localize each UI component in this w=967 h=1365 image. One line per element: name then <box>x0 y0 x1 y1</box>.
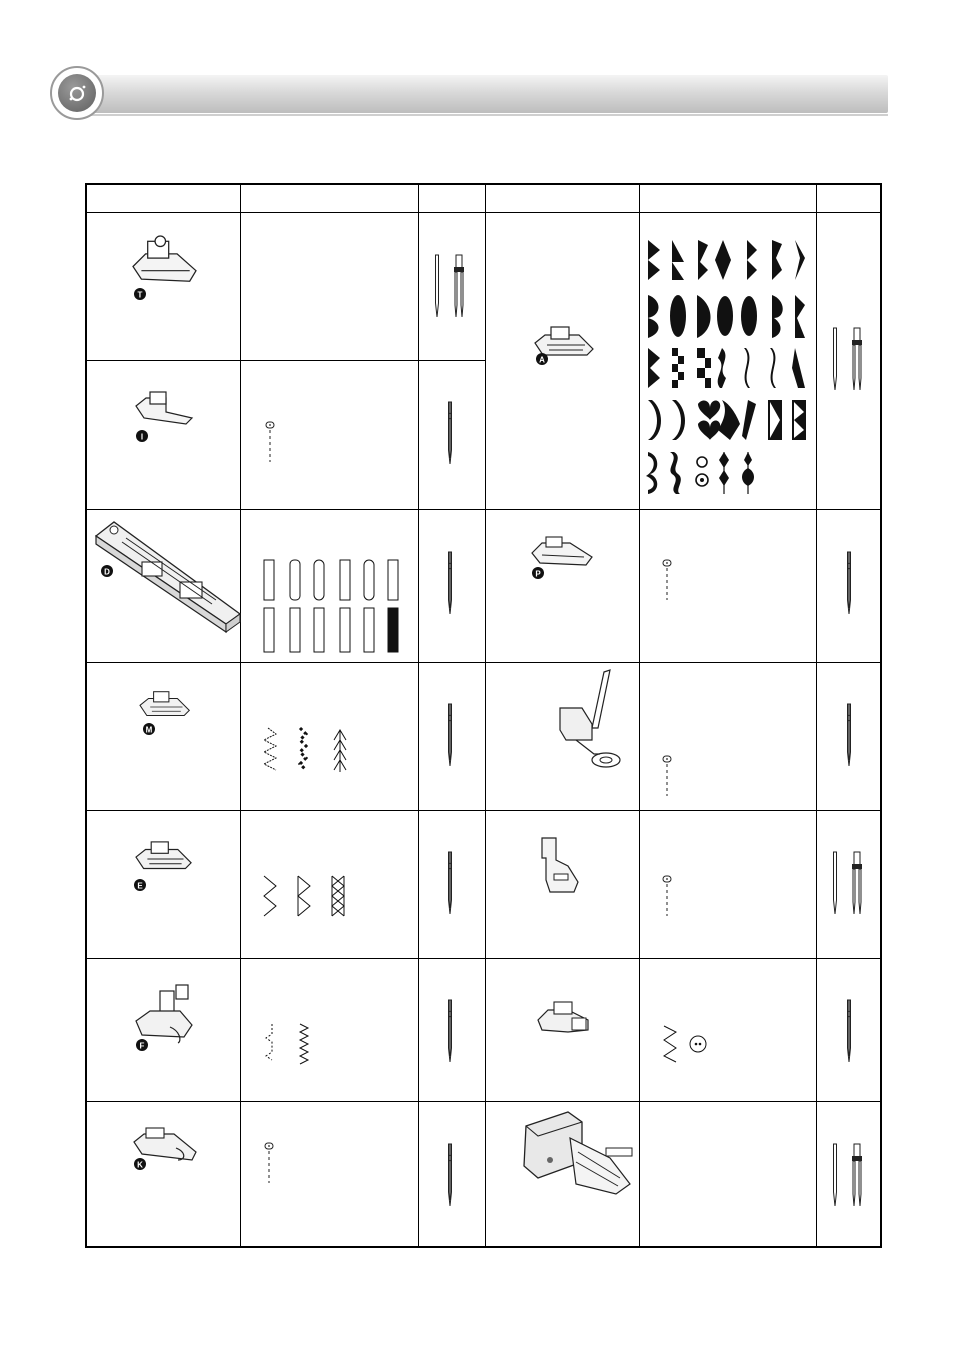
presser-foot-i <box>136 392 192 424</box>
blind-hem-stitch-set <box>266 1024 308 1064</box>
presser-foot-a <box>535 327 593 355</box>
foot-badge-m <box>143 723 155 735</box>
twin-needle-icon <box>436 255 465 317</box>
single-needle-icon <box>448 704 451 766</box>
single-needle-icon <box>448 552 451 614</box>
single-needle-icon <box>448 1144 451 1206</box>
foot-badge-k <box>134 1158 146 1170</box>
presser-foot-m <box>140 692 189 716</box>
presser-foot-narrow <box>542 838 578 892</box>
presser-foot-e <box>136 842 191 869</box>
straight-stitch-icon <box>265 1143 273 1183</box>
buttonhole-stitch-set <box>264 560 398 652</box>
zigzag-dot-stitch <box>664 1026 706 1062</box>
svg-text:T: T <box>137 290 143 300</box>
foot-badge-a <box>536 353 548 365</box>
svg-text:M: M <box>145 725 153 735</box>
foot-badge-e <box>134 879 146 891</box>
presser-foot-compact <box>538 1002 588 1032</box>
twin-needle-icon <box>834 328 863 390</box>
svg-text:D: D <box>104 567 110 577</box>
straight-stitch-icon <box>663 756 671 796</box>
straight-stitch-icon <box>663 876 671 916</box>
overcast-stitch-set <box>264 876 344 916</box>
foot-badge-t <box>134 288 146 300</box>
twin-needle-icon <box>834 852 863 914</box>
svg-text:I: I <box>140 432 144 442</box>
svg-text:P: P <box>535 569 541 579</box>
foot-badge-p <box>532 567 544 579</box>
foot-badge-d <box>101 565 113 577</box>
presser-foot-p <box>532 537 592 565</box>
decorative-stitch-grid <box>646 240 806 494</box>
svg-text:F: F <box>139 1041 145 1051</box>
twin-needle-icon <box>834 1144 863 1206</box>
single-needle-icon <box>847 1000 850 1062</box>
single-needle-icon <box>448 852 451 914</box>
foot-badge-f <box>136 1039 148 1051</box>
single-needle-icon <box>448 1000 451 1062</box>
single-needle-icon <box>847 552 850 614</box>
foot-badge-i <box>136 430 148 442</box>
single-needle-icon <box>448 402 451 464</box>
single-needle-icon <box>847 704 850 766</box>
straight-stitch-icon <box>663 560 671 600</box>
presser-foot-t <box>133 236 196 281</box>
svg-text:K: K <box>137 1160 143 1170</box>
presser-foot-f <box>136 985 192 1043</box>
svg-text:E: E <box>137 881 143 891</box>
presser-foot-walking <box>524 1112 632 1194</box>
presser-foot-d <box>96 522 240 632</box>
presser-foot-k <box>134 1128 196 1160</box>
zigzag-stitch-set <box>264 728 346 772</box>
straight-stitch-icon <box>266 422 274 462</box>
svg-text:A: A <box>539 355 545 365</box>
presser-foot-edge-guide <box>560 670 620 767</box>
